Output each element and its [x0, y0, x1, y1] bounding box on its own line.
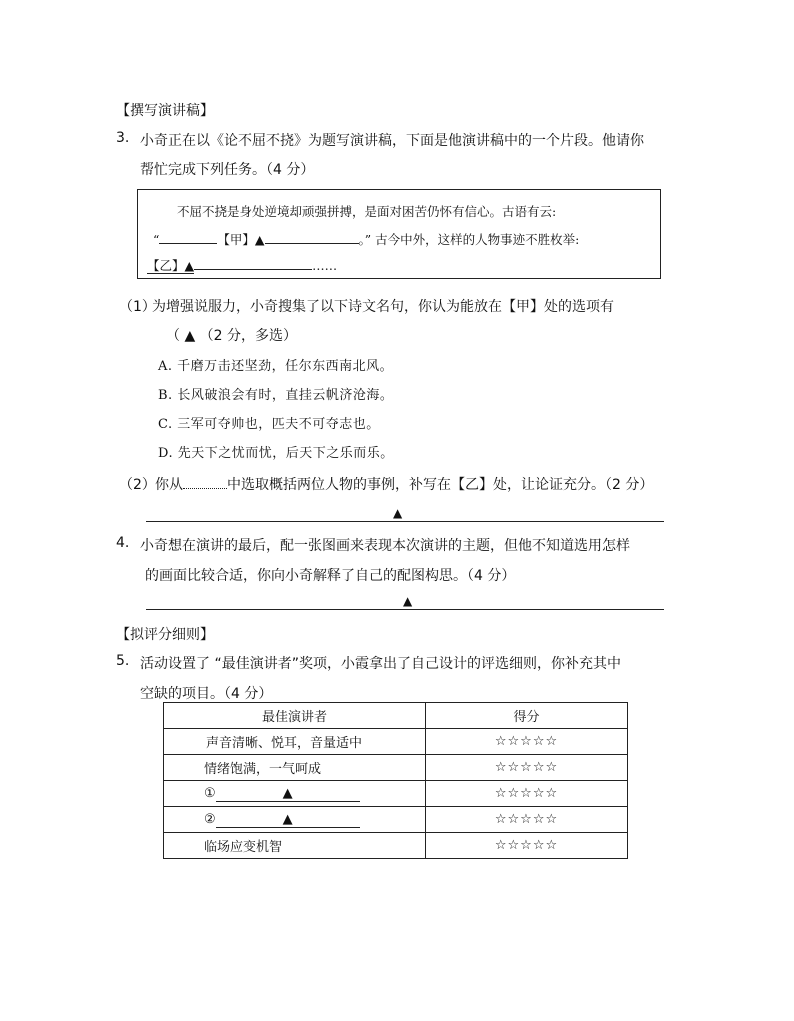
criterion-text: 声音清晰、悦耳，音量适中: [206, 736, 363, 751]
score-stars: ☆☆☆☆☆: [426, 729, 628, 755]
criterion-cell: [164, 755, 426, 781]
quote-close-text: 。” 古今中外，这样的人物事迹不胜枚举:: [358, 232, 580, 247]
table-row: [164, 807, 628, 833]
table-header-row: [164, 703, 628, 729]
table-row: [164, 833, 628, 859]
question-4-line2: 的画面比较合适，你向小奇解释了自己的配图构思。（4 分）: [145, 568, 516, 584]
subquestion-1-number: （1）: [119, 299, 156, 315]
quote-open: “: [153, 232, 160, 247]
question-5-number: 5.: [116, 653, 130, 669]
score-stars: ☆☆☆☆☆: [426, 833, 628, 859]
option-d: D. 先天下之忧而忧，后天下之乐而乐。: [158, 446, 394, 461]
question-4-number: 4.: [116, 535, 130, 551]
blank-number-1: ①: [204, 785, 216, 801]
criterion-cell: [164, 781, 426, 807]
option-c: C. 三军可夺帅也，匹夫不可夺志也。: [158, 417, 380, 432]
subquestion-2-number: （2）: [119, 477, 156, 493]
question-4-line1: 小奇想在演讲的最后，配一张图画来表现本次演讲的主题，但他不知道选用怎样: [140, 538, 630, 554]
section-heading-speech-draft: 【撰写演讲稿】: [116, 103, 214, 119]
blank-jia-right: [265, 229, 359, 244]
question-5-line1: 活动设置了 “最佳演讲者”奖项，小霞拿出了自己设计的评选细则，你补充其中: [140, 656, 621, 672]
subquestion-2-text: [155, 474, 653, 494]
answer-line-2: [146, 521, 664, 522]
answer-line-4: [146, 609, 664, 610]
question-3-number: 3.: [116, 130, 130, 146]
section-heading-scoring-rules: 【拟评分细则】: [116, 627, 214, 643]
excerpt-line1: 不屈不挠是身处逆境却顽强拼搏，是面对困苦仍怀有信心。古语有云:: [177, 204, 557, 219]
option-b: B. 长风破浪会有时，直挂云帆济沧海。: [158, 388, 394, 403]
header-score: 得分: [426, 703, 628, 729]
scoring-table: [163, 702, 628, 859]
excerpt-line2: [153, 229, 579, 248]
criterion-cell: [164, 729, 426, 755]
blank-line-1: [216, 787, 360, 802]
score-stars: ☆☆☆☆☆: [426, 781, 628, 807]
option-a: A. 千磨万击还坚劲，任尔东西南北风。: [158, 359, 394, 374]
answer-mark-2: ▲: [393, 506, 403, 520]
score-stars: ☆☆☆☆☆: [426, 807, 628, 833]
subquestion-1-text: 为增强说服力，小奇搜集了以下诗文名句，你认为能放在【甲】处的选项有: [152, 299, 614, 315]
table-row: [164, 729, 628, 755]
table-row: [164, 755, 628, 781]
dotted-reference: [183, 476, 227, 489]
excerpt-line3: [147, 255, 337, 274]
blank-yi-label: 【乙】▲: [147, 258, 195, 273]
blank-mark-2: ▲: [282, 811, 293, 827]
table-row: [164, 781, 628, 807]
question-3-line2: 帮忙完成下列任务。（4 分）: [140, 162, 315, 178]
answer-mark-4: ▲: [403, 594, 413, 608]
blank-jia-label: 【甲】▲: [217, 232, 265, 247]
subquestion-2-text-a: 你从: [155, 477, 183, 493]
blank-number-2: ②: [204, 811, 216, 827]
excerpt-ellipsis: ……: [312, 258, 338, 273]
header-speaker: 最佳演讲者: [164, 703, 426, 729]
blank-line-2: [216, 813, 360, 828]
question-3-line1: 小奇正在以《论不屈不挠》为题写演讲稿，下面是他演讲稿中的一个片段。他请你: [140, 133, 644, 149]
score-stars: ☆☆☆☆☆: [426, 755, 628, 781]
criterion-cell: [164, 807, 426, 833]
subquestion-2-text-b: 中选取概括两位人物的事例，补写在【乙】处，让论证充分。（2 分）: [227, 477, 654, 493]
subquestion-1-answer: （ ▲ （2 分，多选）: [166, 328, 298, 344]
blank-jia-left: [159, 229, 217, 244]
blank-yi-line: [194, 255, 312, 270]
blank-mark-1: ▲: [282, 785, 293, 801]
question-5-line2: 空缺的项目。（4 分）: [140, 686, 273, 702]
criterion-text: 临场应变机智: [204, 840, 283, 855]
criterion-text: 情绪饱满，一气呵成: [204, 762, 322, 777]
criterion-cell: [164, 833, 426, 859]
